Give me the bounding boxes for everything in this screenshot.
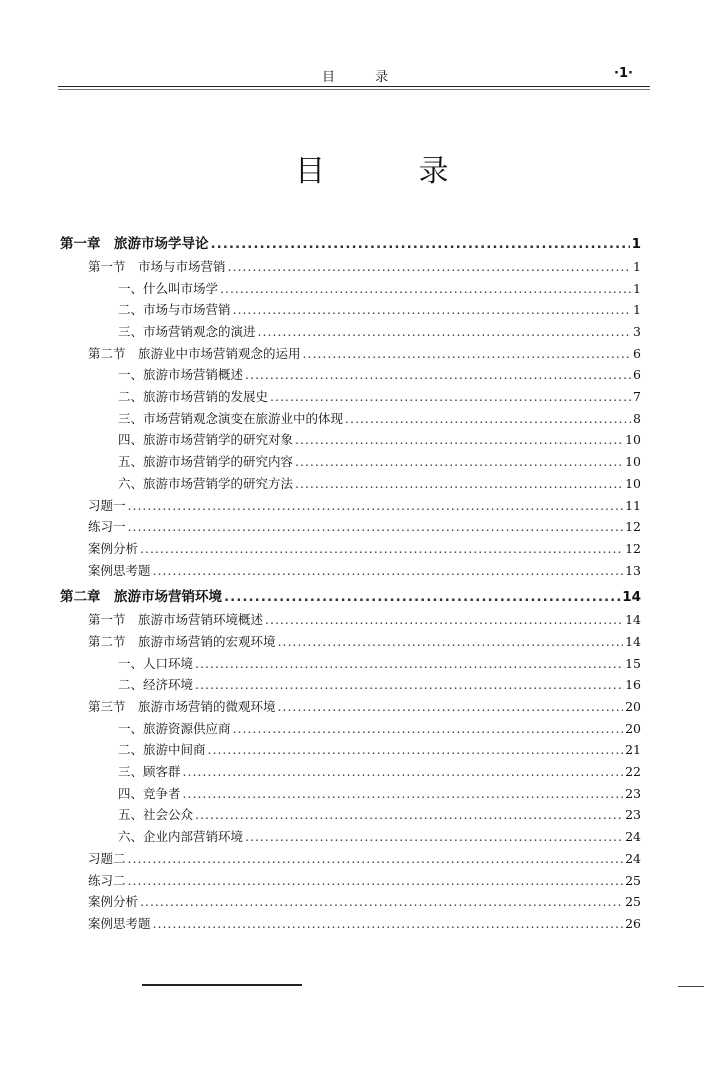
toc-entry-page: 6 [633, 367, 641, 383]
dot-leader [278, 631, 624, 653]
toc-subsection-entry [0, 430, 713, 452]
toc-entry-page: 12 [625, 519, 641, 535]
dot-leader [303, 343, 632, 365]
toc-subsection-entry [0, 761, 713, 783]
toc-section-entry [0, 631, 713, 653]
toc-entry-label: 案例思考题 [88, 915, 151, 931]
dot-leader [295, 451, 623, 473]
dot-leader [265, 609, 623, 631]
toc-entry-label: 三、市场营销观念的演进 [118, 324, 256, 340]
dot-leader [183, 783, 624, 805]
toc-subsection-entry [0, 805, 713, 827]
toc-exercise-entry [0, 560, 713, 582]
toc-subsection-entry [0, 408, 713, 430]
toc-entry-label: 第一节 市场与市场营销 [88, 258, 226, 274]
toc-entry-label: 六、旅游市场营销学的研究方法 [118, 475, 294, 491]
toc-entry-page: 1 [633, 258, 641, 274]
toc-entry-label: 案例思考题 [88, 562, 151, 578]
toc-entry-label: 四、竞争者 [118, 785, 181, 801]
toc-chapter-entry [0, 585, 713, 609]
toc-entry-label: 案例分析 [88, 540, 139, 556]
toc-exercise-entry [0, 870, 713, 892]
toc-entry-label: 练习一 [88, 519, 126, 535]
toc-entry-page: 8 [633, 410, 641, 426]
toc-entry-page: 1 [633, 302, 641, 318]
toc-exercise-entry [0, 495, 713, 517]
toc-entry-label: 第一章 旅游市场学导论 [60, 236, 209, 252]
footer-rule-right [678, 986, 704, 987]
toc-section-entry [0, 609, 713, 631]
dot-leader [153, 913, 624, 935]
toc-subsection-entry [0, 473, 713, 495]
toc-section-entry [0, 343, 713, 365]
toc-entry-page: 24 [625, 850, 641, 866]
dot-leader [195, 653, 623, 675]
toc-entry-label: 第一节 旅游市场营销环境概述 [88, 612, 264, 628]
dot-leader [140, 538, 623, 560]
toc-entry-page: 20 [625, 720, 641, 736]
dot-leader [128, 870, 624, 892]
toc-subsection-entry [0, 718, 713, 740]
toc-entry-page: 14 [622, 589, 641, 606]
toc-subsection-entry [0, 451, 713, 473]
dot-leader [153, 560, 624, 582]
toc-subsection-entry [0, 299, 713, 321]
dot-leader [128, 495, 624, 517]
footer-rule [142, 984, 302, 986]
toc-entry-page: 12 [625, 540, 641, 556]
toc-entry-label: 一、旅游资源供应商 [118, 720, 231, 736]
toc-entry-page: 1 [633, 280, 641, 296]
dot-leader [295, 473, 623, 495]
toc-entry-page: 24 [625, 829, 641, 845]
toc-exercise-entry [0, 891, 713, 913]
page-title: 目 录 [295, 154, 491, 189]
toc-entry-label: 第二节 旅游业中市场营销观念的运用 [88, 345, 301, 361]
toc-entry-page: 10 [625, 454, 641, 470]
toc-entry-page: 10 [625, 475, 641, 491]
toc-entry-page: 1 [631, 236, 641, 252]
toc-subsection-entry [0, 278, 713, 300]
toc-exercise-entry [0, 538, 713, 560]
toc-entry-page: 21 [625, 742, 641, 758]
toc-entry-label: 六、企业内部营销环境 [118, 829, 244, 845]
toc-exercise-entry [0, 516, 713, 538]
toc-entry-label: 第二章 旅游市场营销环境 [60, 589, 222, 606]
toc-exercise-entry [0, 913, 713, 935]
toc-entry-page: 25 [625, 872, 641, 888]
toc-entry-label: 三、顾客群 [118, 764, 181, 780]
toc-entry-page: 20 [625, 699, 641, 715]
dot-leader [228, 256, 632, 278]
toc-entry-label: 四、旅游市场营销学的研究对象 [118, 432, 294, 448]
toc-entry-page: 10 [625, 432, 641, 448]
dot-leader [270, 386, 631, 408]
header-rule [58, 86, 650, 87]
toc-subsection-entry [0, 321, 713, 343]
toc-entry-label: 二、经济环境 [118, 677, 194, 693]
dot-leader [195, 804, 623, 826]
toc-entry-page: 15 [625, 655, 641, 671]
toc-subsection-entry [0, 826, 713, 848]
toc-entry-page: 6 [633, 345, 641, 361]
toc-entry-label: 二、旅游市场营销的发展史 [118, 389, 269, 405]
toc-entry-label: 习题一 [88, 497, 126, 513]
toc-entry-label: 五、旅游市场营销学的研究内容 [118, 454, 294, 470]
toc-entry-page: 13 [625, 562, 641, 578]
dot-leader [295, 429, 623, 451]
running-header-page-number: ·1· [614, 66, 633, 81]
toc-entry-page: 3 [633, 324, 641, 340]
toc-entry-page: 16 [625, 677, 641, 693]
toc-subsection-entry [0, 653, 713, 675]
toc-entry-label: 二、市场与市场营销 [118, 302, 231, 318]
toc-entry-page: 22 [625, 764, 641, 780]
toc-entry-label: 二、旅游中间商 [118, 742, 206, 758]
toc-entry-label: 三、市场营销观念演变在旅游业中的体现 [118, 410, 344, 426]
dot-leader [183, 761, 624, 783]
dot-leader [224, 585, 620, 609]
toc-entry-page: 14 [625, 612, 641, 628]
dot-leader [195, 674, 623, 696]
table-of-contents [0, 232, 713, 935]
dot-leader [245, 364, 631, 386]
dot-leader [258, 321, 632, 343]
toc-entry-label: 一、旅游市场营销概述 [118, 367, 244, 383]
toc-entry-label: 五、社会公众 [118, 807, 194, 823]
header-rule-thin [58, 89, 650, 90]
dot-leader [278, 696, 624, 718]
toc-subsection-entry [0, 364, 713, 386]
toc-entry-page: 26 [625, 915, 641, 931]
toc-subsection-entry [0, 739, 713, 761]
dot-leader [233, 718, 624, 740]
dot-leader [233, 299, 632, 321]
toc-section-entry [0, 696, 713, 718]
running-header-title: 目 录 [322, 70, 407, 85]
dot-leader [128, 516, 624, 538]
toc-entry-page: 7 [633, 389, 641, 405]
toc-entry-label: 第二节 旅游市场营销的宏观环境 [88, 633, 276, 649]
dot-leader [211, 232, 630, 256]
toc-subsection-entry [0, 674, 713, 696]
toc-entry-label: 案例分析 [88, 894, 139, 910]
toc-entry-label: 第三节 旅游市场营销的微观环境 [88, 699, 276, 715]
toc-subsection-entry [0, 386, 713, 408]
toc-entry-label: 一、什么叫市场学 [118, 280, 219, 296]
dot-leader [128, 848, 624, 870]
toc-section-entry [0, 256, 713, 278]
dot-leader [245, 826, 623, 848]
toc-chapter-entry [0, 232, 713, 256]
dot-leader [345, 408, 631, 430]
toc-exercise-entry [0, 848, 713, 870]
toc-entry-page: 23 [625, 807, 641, 823]
toc-entry-label: 一、人口环境 [118, 655, 194, 671]
dot-leader [140, 891, 623, 913]
toc-subsection-entry [0, 783, 713, 805]
toc-entry-label: 练习二 [88, 872, 126, 888]
toc-entry-page: 25 [625, 894, 641, 910]
dot-leader [220, 278, 631, 300]
toc-entry-label: 习题二 [88, 850, 126, 866]
toc-entry-page: 14 [625, 633, 641, 649]
toc-entry-page: 23 [625, 785, 641, 801]
dot-leader [208, 739, 624, 761]
toc-entry-page: 11 [625, 497, 641, 513]
